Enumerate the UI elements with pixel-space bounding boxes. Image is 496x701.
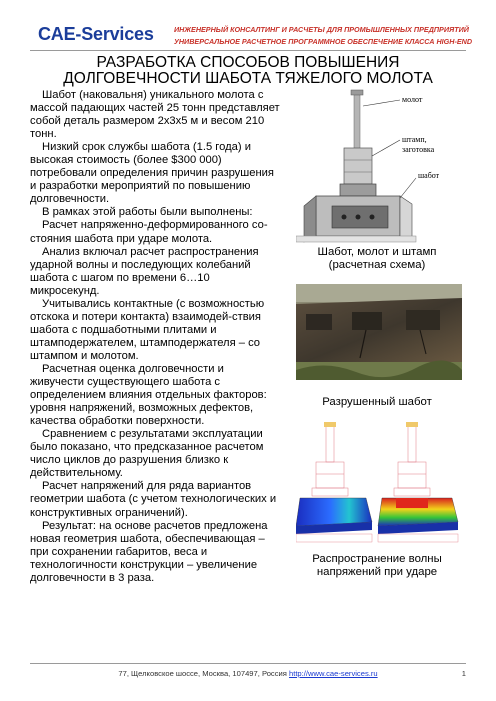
label-molot: молот bbox=[402, 95, 423, 104]
paragraph: Результат: на основе расчетов предложена новая геометрия шабота, обеспечивающая – при сохранении габаритов, веса и технологичности конструкции – увеличение долговечности в 3 раза. bbox=[30, 519, 268, 584]
paragraph: Анализ включал расчет распространения ударной волны и последующих колебаний шабота с шагом по времени 6…10 микросекунд. bbox=[30, 245, 259, 297]
anvil-schema-figure bbox=[296, 86, 462, 244]
figure-caption-1 bbox=[292, 246, 462, 272]
label-shabot: шабот bbox=[418, 171, 440, 180]
title-line-1: РАЗРАБОТКА СПОСОБОВ ПОВЫШЕНИЯ bbox=[96, 54, 400, 71]
paragraph: Расчет напряженно-деформированного со-стояния шабота при ударе молота. bbox=[30, 219, 268, 245]
header-tagline-1: ИНЖЕНЕРНЫЙ КОНСАЛТИНГ И РАСЧЕТЫ ДЛЯ ПРОМЫШЛЕННЫХ ПРЕДПРИЯТИЙ bbox=[174, 25, 469, 34]
stress-wave-figure bbox=[296, 418, 462, 548]
label-zagotovka: заготовка bbox=[402, 145, 435, 154]
website-link[interactable]: http://www.cae-services.ru bbox=[288, 669, 378, 678]
page-footer bbox=[0, 669, 496, 678]
header-tagline-2: УНИВЕРСАЛЬНОЕ РАСЧЕТНОЕ ПРОГРАММНОЕ ОБЕСПЕЧЕНИЕ КЛАССА HIGH-END bbox=[174, 37, 473, 46]
figure-caption-3 bbox=[292, 553, 462, 579]
caption-line: Распространение волны bbox=[312, 553, 442, 565]
title-line-2: ДОЛГОВЕЧНОСТИ ШАБОТА ТЯЖЕЛОГО МОЛОТА bbox=[63, 70, 433, 87]
paragraph: Расчетная оценка долговечности и живучести существующего шабота с определением влияния отдельных факторов: уровня напряжений, возможных дефектов, качества обработки поверхности. bbox=[30, 362, 267, 428]
figure-caption-2: Разрушенный шабот bbox=[322, 396, 432, 408]
article-body bbox=[30, 89, 280, 585]
paragraph: Расчет напряжений для ряда вариантов геометрии шабота (с учетом технологических и конструктивных ограничений). bbox=[30, 480, 277, 519]
page-header bbox=[0, 0, 496, 56]
paragraph: Низкий срок службы шабота (1.5 года) и высокая стоимость (более $300 000) потребовали определения причин разрушения и разработки мероприятий по повышению долговечности. bbox=[30, 141, 274, 206]
paragraph: Сравнением с результатами эксплуатации было показано, что предсказанное расчетом число циклов до разрушения близко к действительному. bbox=[30, 428, 264, 480]
footer-address: 77, Щелковское шоссе, Москва, 107497, Россия bbox=[118, 669, 289, 678]
page-number: 1 bbox=[461, 669, 466, 678]
paragraph: В рамках этой работы были выполнены: bbox=[42, 206, 253, 219]
caption-line: напряжений при ударе bbox=[316, 566, 438, 578]
paragraph: Учитывались контактные (с возможностью отскока и потери контакта) взаимодей-ствия шабота с подшаботными плитами и штамподержателем, штамподержателя – со штампом и молотом. bbox=[30, 297, 265, 362]
destroyed-anvil-photo bbox=[296, 284, 462, 380]
label-shtamp: штамп, bbox=[402, 135, 427, 144]
caption-line: (расчетная схема) bbox=[328, 259, 426, 271]
page-title bbox=[30, 55, 466, 87]
paragraph: Шабот (наковальня) уникального молота с массой падающих частей 25 тонн представляет собой деталь размером 2х3х5 м и весом 210 тонн. bbox=[30, 89, 280, 141]
footer-divider bbox=[30, 663, 466, 664]
caption-line: Шабот, молот и штамп bbox=[317, 246, 437, 258]
company-logo: CAE-Services bbox=[38, 24, 154, 44]
header-divider bbox=[30, 50, 466, 51]
